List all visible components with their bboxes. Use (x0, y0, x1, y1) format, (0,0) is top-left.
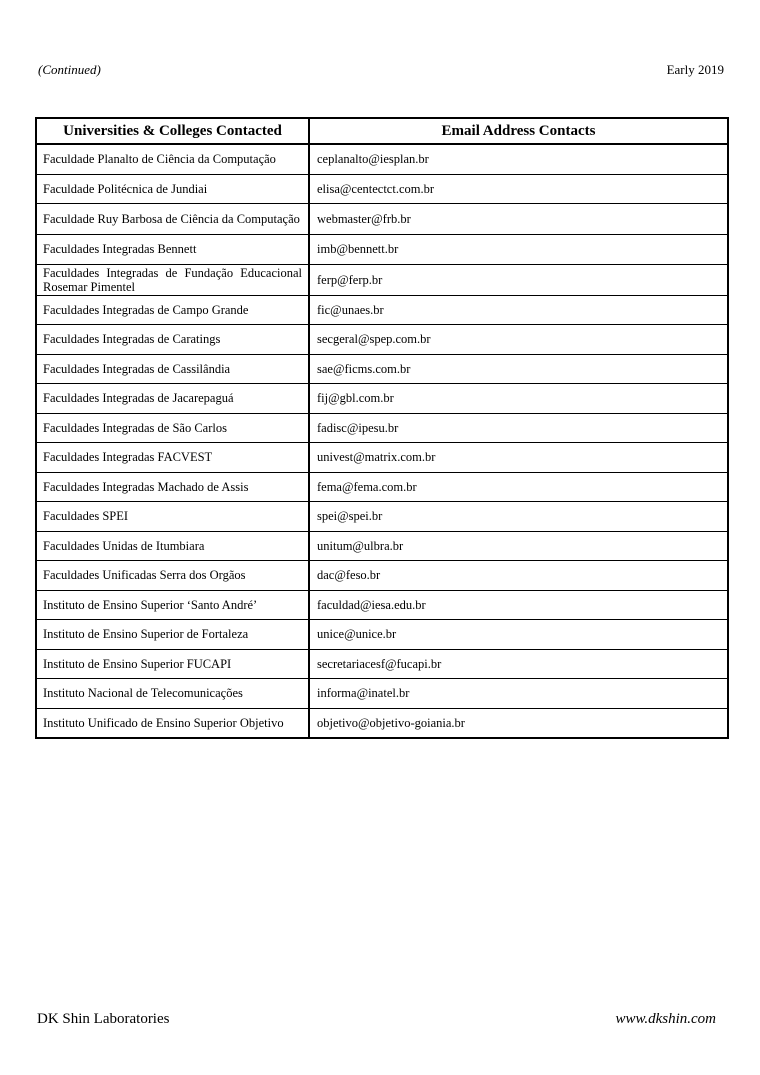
table-row (36, 413, 728, 443)
email-cell: imb@bennett.br (309, 235, 728, 265)
university-cell: Instituto Unificado de Ensino Superior Objetivo (36, 708, 309, 738)
table-row (36, 204, 728, 235)
contacts-table (35, 117, 729, 739)
university-cell: Instituto de Ensino Superior ‘Santo André’ (36, 590, 309, 620)
email-cell: univest@matrix.com.br (309, 443, 728, 473)
university-cell: Instituto de Ensino Superior FUCAPI (36, 649, 309, 679)
email-cell: faculdad@iesa.edu.br (309, 590, 728, 620)
table-row (36, 590, 728, 620)
university-cell: Instituto de Ensino Superior de Fortaleza (36, 620, 309, 650)
university-cell: Faculdades SPEI (36, 502, 309, 532)
university-cell: Instituto Nacional de Telecomunicações (36, 679, 309, 709)
table-row (36, 264, 728, 295)
table-row (36, 708, 728, 738)
email-cell: fic@unaes.br (309, 295, 728, 325)
university-cell: Faculdades Unificadas Serra dos Orgãos (36, 561, 309, 591)
email-cell: secgeral@spep.com.br (309, 325, 728, 355)
column-header-university: Universities & Colleges Contacted (36, 118, 309, 144)
table-body (36, 144, 728, 738)
email-cell: secretariacesf@fucapi.br (309, 649, 728, 679)
table-row (36, 531, 728, 561)
email-cell: informa@inatel.br (309, 679, 728, 709)
university-cell: Faculdades Integradas de Jacarepaguá (36, 384, 309, 414)
university-cell: Faculdades Integradas de Caratings (36, 325, 309, 355)
table-row (36, 384, 728, 414)
university-cell: Faculdades Unidas de Itumbiara (36, 531, 309, 561)
university-cell: Faculdades Integradas de Cassilândia (36, 354, 309, 384)
email-cell: unice@unice.br (309, 620, 728, 650)
column-header-email: Email Address Contacts (309, 118, 728, 144)
university-cell: Faculdades Integradas de São Carlos (36, 413, 309, 443)
university-cell: Faculdades Integradas Machado de Assis (36, 472, 309, 502)
email-cell: ferp@ferp.br (309, 264, 728, 295)
email-cell: spei@spei.br (309, 502, 728, 532)
table-row (36, 443, 728, 473)
table-row (36, 235, 728, 265)
email-cell: fadisc@ipesu.br (309, 413, 728, 443)
lab-name: DK Shin Laboratories (37, 1011, 170, 1027)
table-row (36, 354, 728, 384)
table-row (36, 620, 728, 650)
university-cell: Faculdades Integradas FACVEST (36, 443, 309, 473)
university-cell: Faculdades Integradas de Fundação Educacional Rosemar Pimentel (36, 264, 309, 295)
table-row (36, 325, 728, 355)
email-cell: elisa@centectct.com.br (309, 174, 728, 204)
email-cell: fij@gbl.com.br (309, 384, 728, 414)
email-cell: unitum@ulbra.br (309, 531, 728, 561)
website-link[interactable]: www.dkshin.com (615, 1011, 716, 1027)
email-cell: fema@fema.com.br (309, 472, 728, 502)
table-header-row (36, 118, 728, 144)
email-cell: webmaster@frb.br (309, 204, 728, 235)
university-cell: Faculdades Integradas Bennett (36, 235, 309, 265)
university-cell: Faculdade Planalto de Ciência da Computação (36, 144, 309, 174)
university-cell: Faculdade Ruy Barbosa de Ciência da Computação (36, 204, 309, 235)
table-row (36, 502, 728, 532)
date-label: Early 2019 (666, 62, 724, 77)
continued-label: (Continued) (38, 62, 101, 77)
table-row (36, 144, 728, 174)
table-row (36, 679, 728, 709)
email-cell: objetivo@objetivo-goiania.br (309, 708, 728, 738)
email-cell: dac@feso.br (309, 561, 728, 591)
table-row (36, 561, 728, 591)
table-row (36, 649, 728, 679)
university-cell: Faculdades Integradas de Campo Grande (36, 295, 309, 325)
email-cell: ceplanalto@iesplan.br (309, 144, 728, 174)
university-cell: Faculdade Politécnica de Jundiai (36, 174, 309, 204)
email-cell: sae@ficms.com.br (309, 354, 728, 384)
table-row (36, 174, 728, 204)
table-row (36, 472, 728, 502)
table-row (36, 295, 728, 325)
